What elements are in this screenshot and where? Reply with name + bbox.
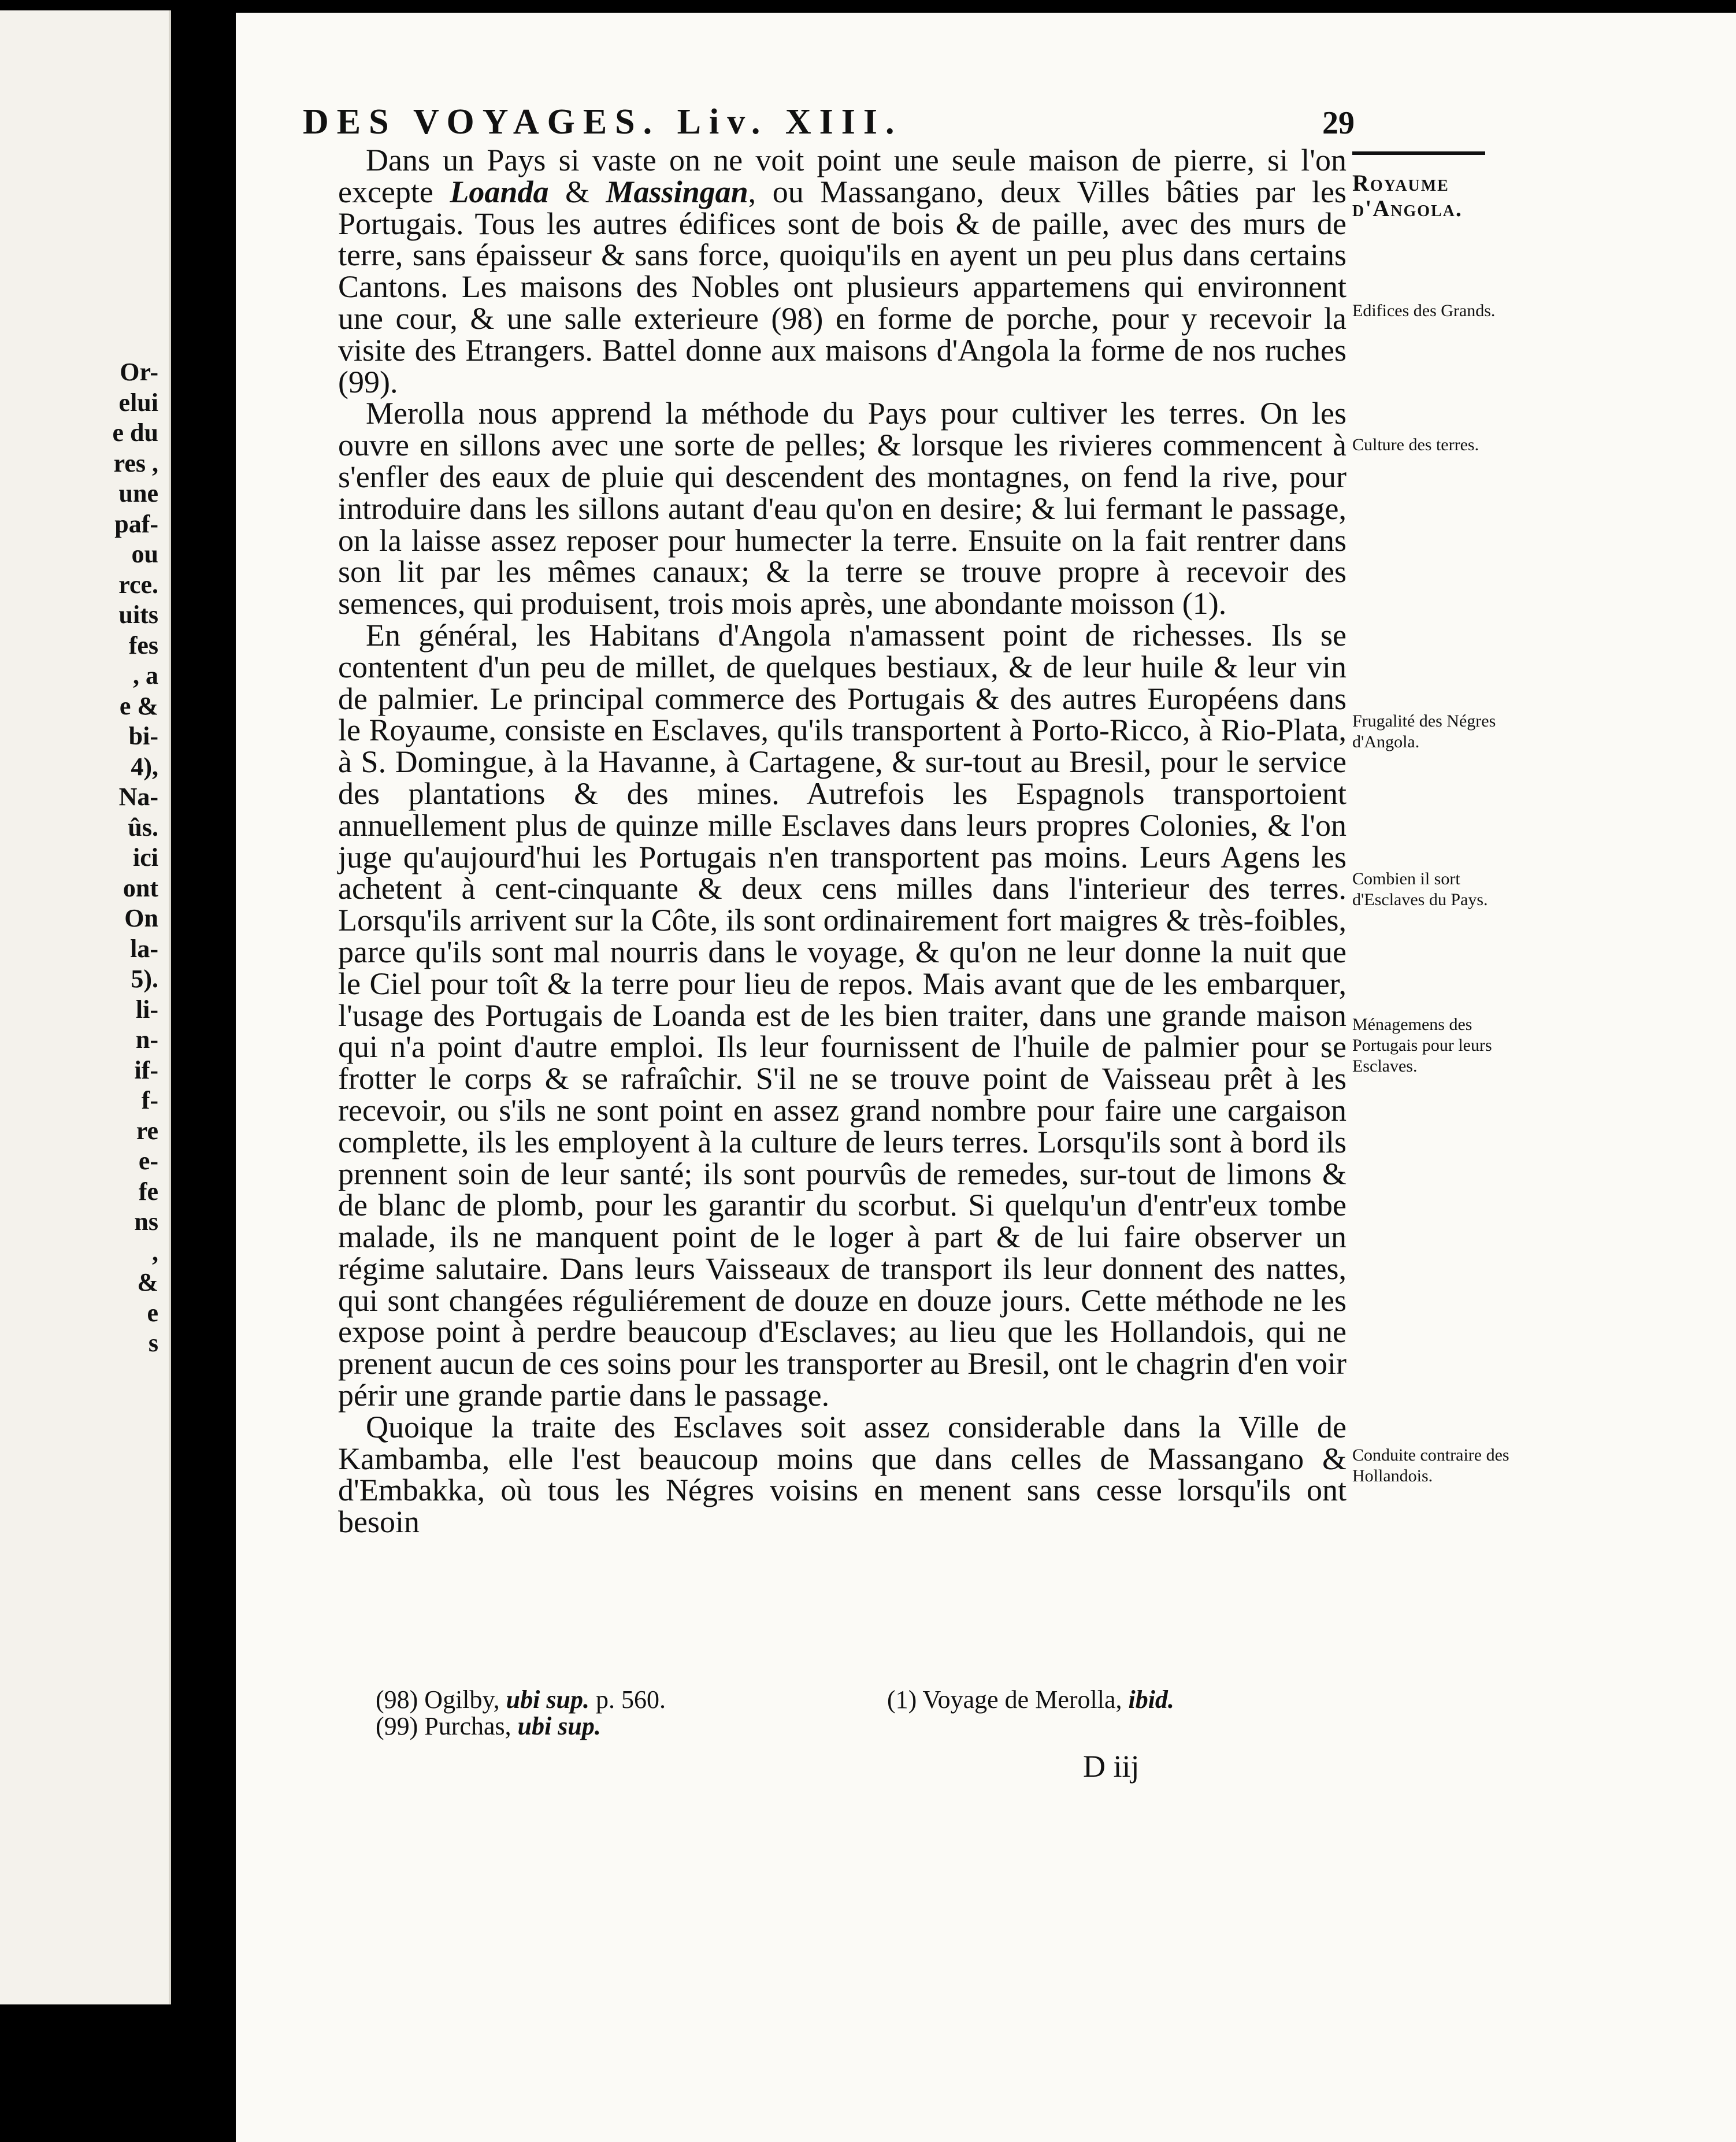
facing-page-line-fragment: if- <box>134 1055 158 1084</box>
place-loanda: Loanda <box>450 174 549 209</box>
footnote-99: (99) Purchas, ubi sup. <box>376 1712 601 1740</box>
main-text <box>338 144 1346 1538</box>
running-header <box>303 102 1355 142</box>
facing-page-line-fragment: elui <box>118 388 158 417</box>
paragraph-kambamba: Quoique la traite des Esclaves soit assez considerable dans la Ville de Kambamba, elle l'est beaucoup moins que dans celles de Massangano & d'Embakka, où tous les Négres voisins en menent sans cesse lorsqu'ils ont besoin <box>338 1409 1346 1540</box>
marginal-note-royaume: Royaume d'Angola. <box>1352 170 1463 221</box>
facing-page-line-fragment: f- <box>141 1086 158 1114</box>
facing-page-line-fragment: res , <box>113 449 158 477</box>
marginal-note-culture: Culture des terres. <box>1352 435 1479 454</box>
facing-page-line-fragment: e du <box>112 418 158 447</box>
facing-page-line-fragment: s <box>148 1329 158 1357</box>
footnote-1: (1) Voyage de Merolla, ibid. <box>887 1685 1174 1714</box>
facing-page-line-fragment: , <box>152 1237 158 1266</box>
paragraph-slave-trade: En général, les Habitans d'Angola n'amassent point de richesses. Ils se contentent d'un peu de millet, de quelques bestiaux, & de leur huile & leur vin de palmier. Le principal commerce des Portugais & des autres Européens dans le Royaume, consiste en Esclaves, qu'ils transportent à Porto-Ricco, à Rio-Plata, à S. Domingue, à la Havanne, à Cartagene, & sur-tout au Bresil, pour le service des plantations & des mines. Autrefois les Espagnols transportoient annuellement plus de quinze mille Esclaves dans leurs propres Colonies, & l'on juge qu'aujourd'hui les Portugais n'en transportent pas moins. Leurs Agens les achetent à cent-cinquante & deux cens milles dans l'interieur des terres. Lorsqu'ils arrivent sur la Côte, ils sont ordinairement fort maigres & très-foibles, parce qu'ils sont mal nourris dans le voyage, & qu'on ne leur donne la nuit que le Ciel pour toît & la terre pour lieu de repos. Mais avant que de les embarquer, l'usage des Portugais de Loanda est de les bien traiter, dans une grande maison qui n'a point d'autre emploi. Ils leur fournissent de l'huile de palmier pour se frotter le corps & se rafraîchir. S'il ne se trouve point de Vaisseau prêt à les recevoir, ou s'ils ne sont point en assez grand nombre pour faire une cargaison complette, ils les employent à la culture de leurs terres. Lorsqu'ils sont à bord ils prennent soin de leur santé; ils sont pourvûs de remedes, sur-tout de limons & de blanc de plomb, pour les garantir du scorbut. Si quelqu'un d'entr'eux tombe malade, ils ne manquent point de le loger à part & de lui faire observer un régime salutaire. Dans leurs Vaisseaux de transport ils leur donnent des nattes, qui sont changées réguliérement de douze en douze jours. Cette méthode ne les expose point à perdre beaucoup d'Esclaves; au lieu que les Hollandois, qui ne prenent aucun de ces soins pour les transporter au Bresil, ont le chagrin d'en voir périr une grande partie dans le passage. <box>338 617 1346 1413</box>
facing-page-line-fragment: 5). <box>131 965 158 993</box>
running-title: DES VOYAGES. Liv. XIII. <box>303 102 903 142</box>
marginal-note-esclaves-count: Combien il sort d'Esclaves du Pays. <box>1352 869 1488 909</box>
paragraph-buildings: Dans un Pays si vaste on ne voit point une seule maison de pierre, si l'on excepte Loanda & Massingan, ou Massangano, deux Villes bâties par les Portugais. Tous les autres édifices sont de bois & de paille, avec des murs de terre, sans épaisseur & sans force, quoiqu'ils en ayent un peu plus dans certains Cantons. Les maisons des Nobles ont plusieurs appartemens qui environnent une cour, & une salle exterieure (98) en forme de porche, pour y recevoir la visite des Etrangers. Battel donne aux maisons d'Angola la forme de nos ruches (99). <box>338 143 1346 399</box>
facing-page-line-fragment: ns <box>134 1207 158 1236</box>
marginal-note-menagemens: Ménagemens des Portugais pour leurs Esclaves. <box>1352 1015 1492 1076</box>
margin-rule <box>1352 151 1485 155</box>
place-massingan: Massingan <box>606 174 748 209</box>
facing-page-line-fragment: bi- <box>128 722 158 750</box>
facing-page-line-fragment: la- <box>130 934 158 963</box>
facing-page-line-fragment: ici <box>133 843 158 872</box>
marginal-note-hollandois: Conduite contraire des Hollandois. <box>1352 1446 1509 1485</box>
facing-page-line-fragment: 4), <box>131 752 158 781</box>
marginal-note-frugalite: Frugalité des Négres d'Angola. <box>1352 711 1496 751</box>
facing-page-line-fragment: , a <box>133 661 158 690</box>
facing-page-line-fragment: uits <box>118 601 158 629</box>
facing-page-line-fragment: rce. <box>118 570 158 599</box>
facing-page-line-fragment: li- <box>135 995 158 1024</box>
facing-page-fragment <box>0 10 171 2004</box>
facing-page-line-fragment: fe <box>138 1177 158 1206</box>
signature-mark: D iij <box>1083 1749 1140 1784</box>
facing-page-line-fragment: Na- <box>118 783 158 811</box>
facing-page-line-fragment: ont <box>123 873 158 902</box>
facing-page-line-fragment: n- <box>135 1025 158 1054</box>
marginal-note-edifices: Edifices des Grands. <box>1352 301 1496 320</box>
footnote-98: (98) Ogilby, ubi sup. p. 560. <box>376 1685 666 1714</box>
facing-page-line-fragment: On <box>124 904 158 932</box>
facing-page-line-fragment: e- <box>138 1147 158 1175</box>
facing-page-line-fragment: & <box>137 1268 158 1296</box>
facing-page-line-fragment: Or- <box>120 358 158 386</box>
facing-page-line-fragment: re <box>136 1116 158 1145</box>
facing-page-line-fragment: une <box>118 479 158 507</box>
paragraph-agriculture: Merolla nous apprend la méthode du Pays pour cultiver les terres. On les ouvre en sillons avec une sorte de pelles; & lorsque les rivieres commencent à s'enfler des eaux de pluie qui descendent des montagnes, on fend la rive, pour introduire dans les sillons autant d'eau qu'on en desire; & lui fermant le passage, on la laisse assez reposer pour humecter la terre. Ensuite on la fait rentrer dans son lit par les mêmes canaux; & la terre se trouve propre à recevoir des semences, qui produisent, trois mois après, une abondante moisson (1). <box>338 396 1346 621</box>
facing-page-line-fragment: e & <box>119 691 158 720</box>
facing-page-line-fragment: ûs. <box>128 813 158 842</box>
page-number: 29 <box>1322 105 1355 141</box>
facing-page-line-fragment: e <box>147 1298 158 1327</box>
facing-page-line-fragment: fes <box>128 631 158 659</box>
facing-page-line-fragment: paf- <box>114 509 158 538</box>
facing-page-line-fragment: ou <box>131 540 158 568</box>
